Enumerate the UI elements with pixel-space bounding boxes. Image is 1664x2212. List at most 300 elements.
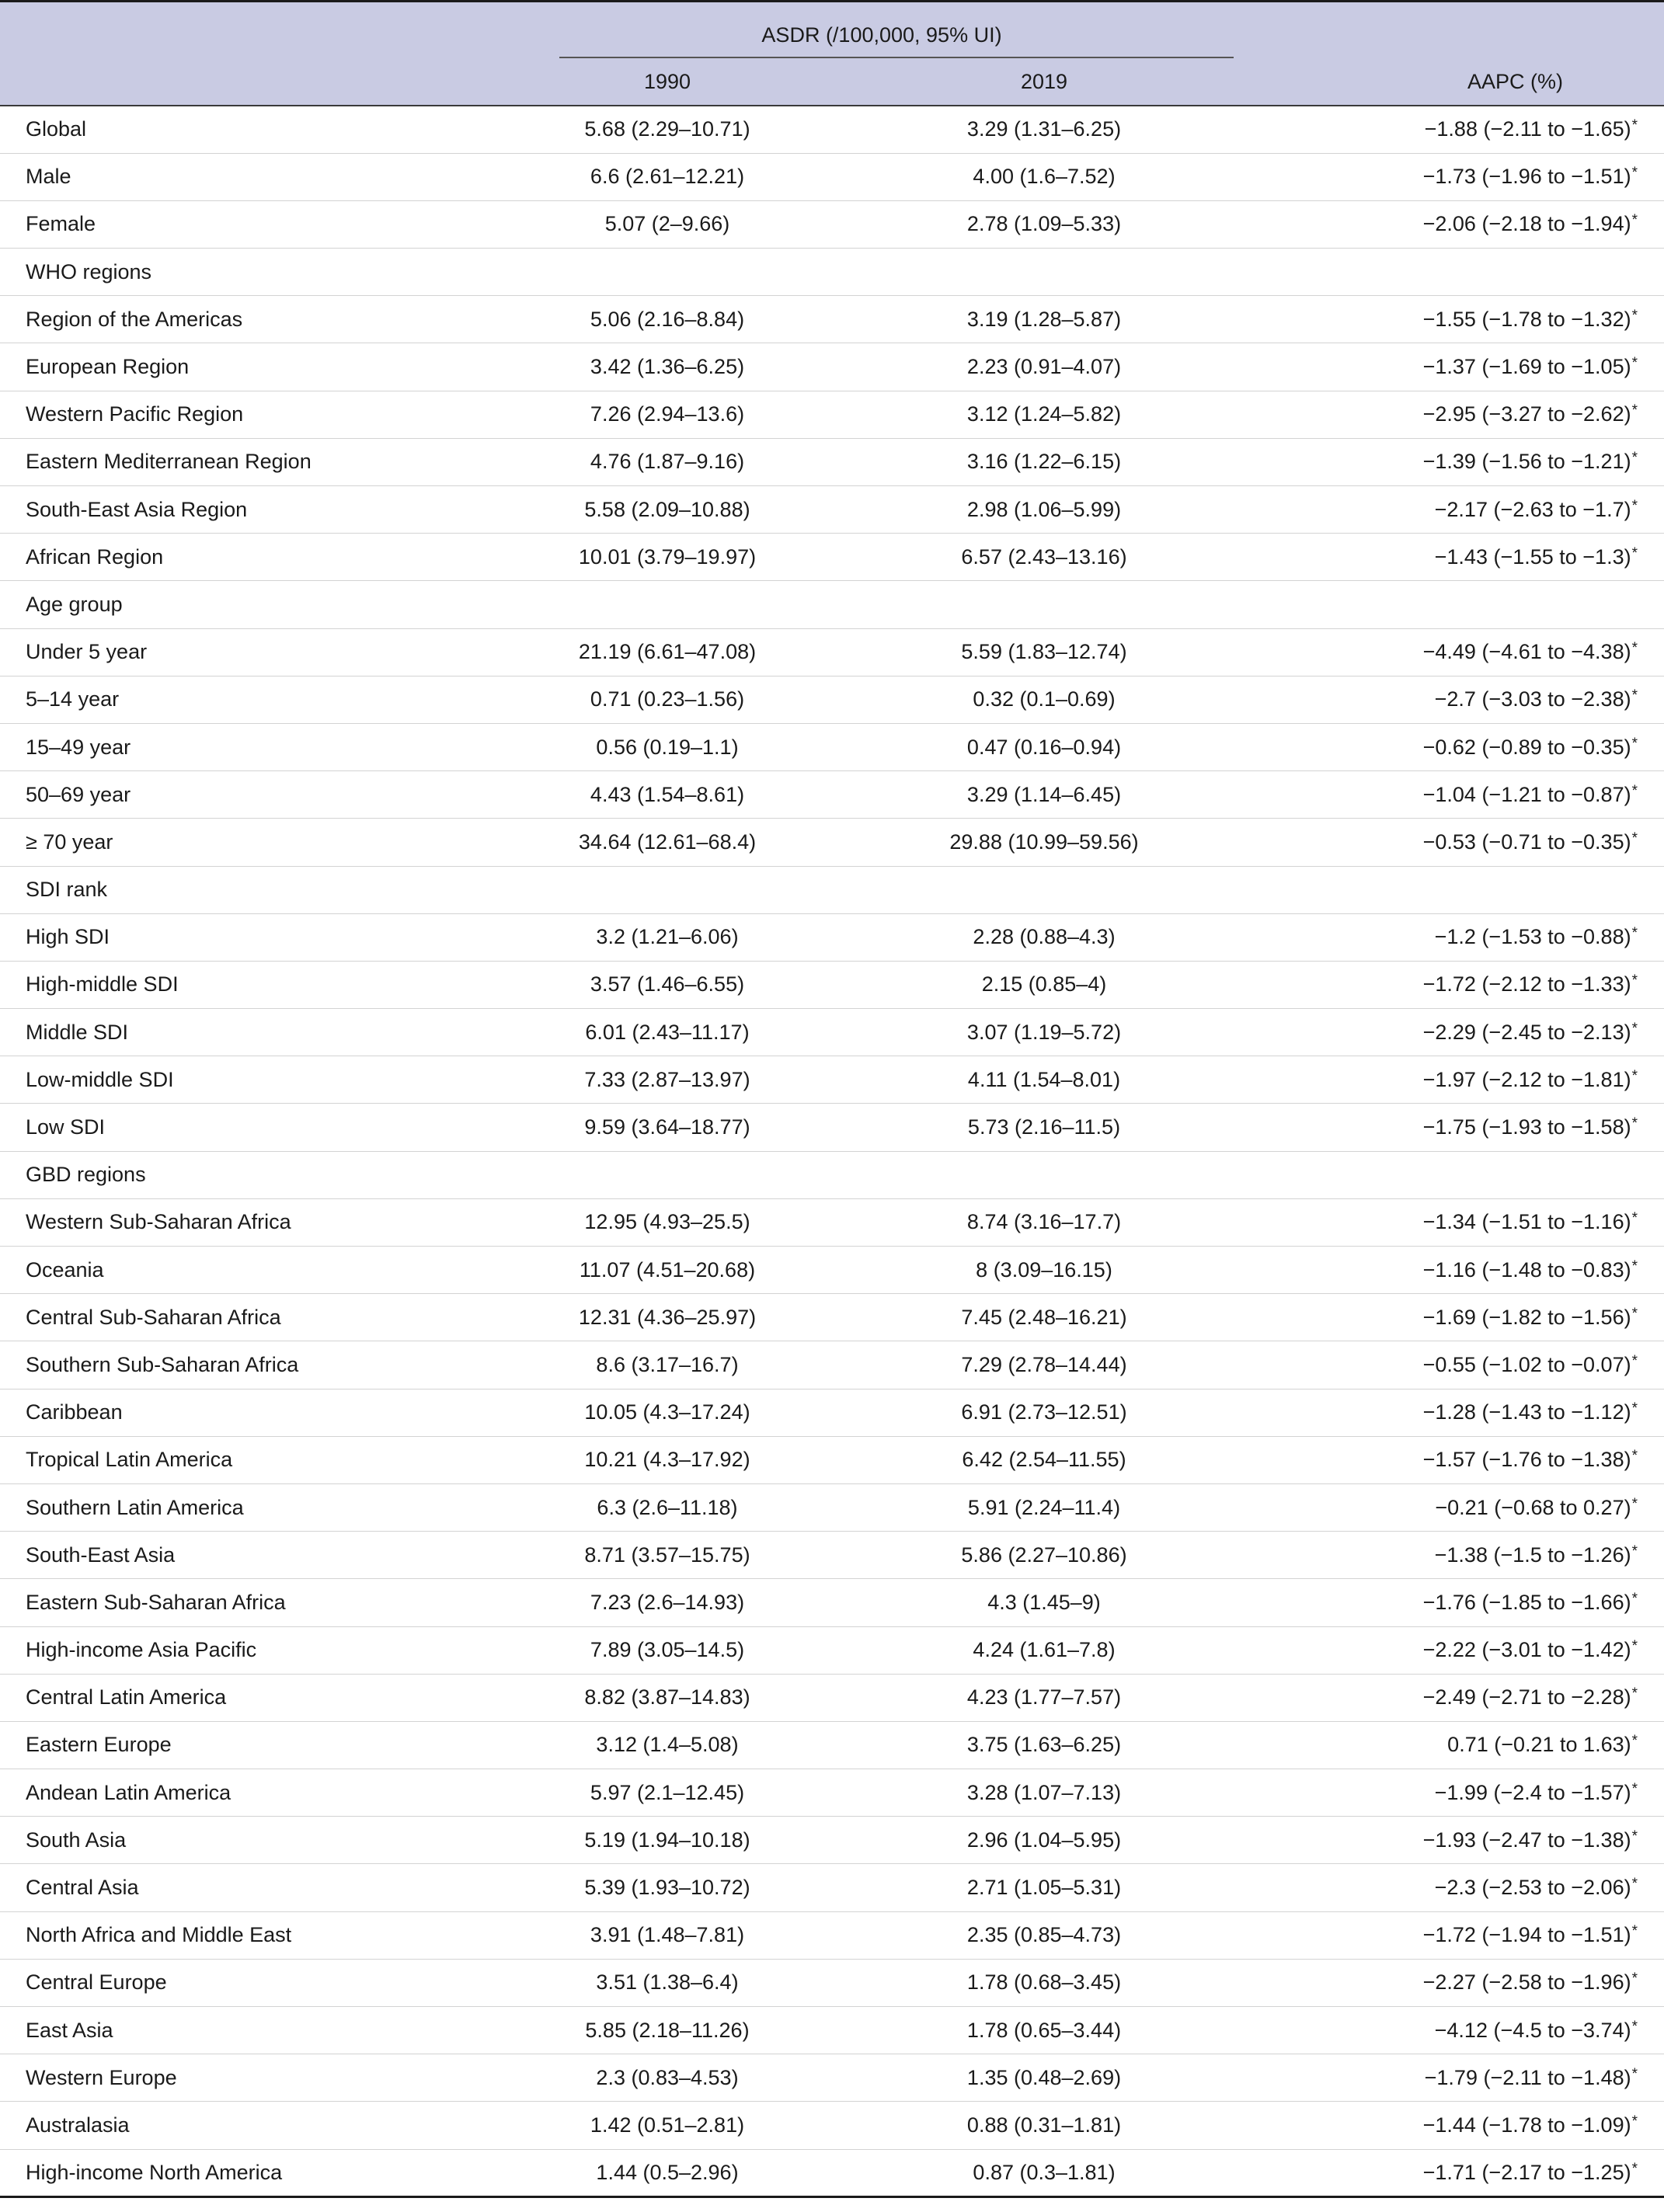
- value-aapc: [1297, 1056, 1664, 1104]
- table-row: [0, 200, 1664, 248]
- value-aapc: [1297, 1721, 1664, 1769]
- value-1990: [466, 1483, 837, 1531]
- table-row: [0, 723, 1664, 770]
- value-aapc: [1297, 1911, 1664, 1959]
- value-1990: [466, 153, 837, 200]
- value-1990: [466, 1341, 837, 1389]
- row-label-text: Eastern Mediterranean Region: [26, 450, 312, 474]
- value-1990: [466, 106, 837, 153]
- significance-marker: *: [1631, 1495, 1638, 1512]
- asdr-table: [0, 2, 1664, 2198]
- significance-marker: *: [1631, 925, 1638, 942]
- value-2019-text: 3.29 (1.14–6.45): [966, 782, 1122, 806]
- value-1990: [466, 819, 837, 866]
- value-2019: [837, 628, 1297, 676]
- row-label-text: Region of the Americas: [26, 307, 243, 331]
- significance-marker: *: [1631, 1542, 1638, 1560]
- value-2019: [837, 913, 1297, 961]
- value-2019: [837, 1294, 1297, 1341]
- value-2019-text: 5.91 (2.24–11.4): [967, 1495, 1121, 1519]
- row-label: [0, 1056, 466, 1104]
- row-label-text: Low SDI: [26, 1115, 106, 1139]
- row-label-text: 5–14 year: [26, 687, 120, 711]
- value-aapc-text: −1.37 (−1.69 to −1.05): [1422, 355, 1631, 379]
- row-label: [0, 1104, 466, 1151]
- row-label: [0, 581, 466, 628]
- value-1990-text: 5.97 (2.1–12.45): [590, 1780, 745, 1804]
- row-label-text: Southern Sub-Saharan Africa: [26, 1352, 299, 1376]
- row-label-text: Western Pacific Region: [26, 402, 244, 426]
- value-2019: [837, 1198, 1297, 1246]
- significance-marker: *: [1631, 1970, 1638, 1988]
- row-label-text: Western Europe: [26, 2065, 177, 2089]
- value-aapc-text: −2.27 (−2.58 to −1.96): [1422, 1970, 1631, 1995]
- table-row: [0, 819, 1664, 866]
- table-row: [0, 1389, 1664, 1436]
- value-1990: [466, 1864, 837, 1911]
- header-empty-cell: [0, 2, 466, 58]
- table-row: [0, 1198, 1664, 1246]
- value-aapc: [1297, 200, 1664, 248]
- value-2019-text: 2.35 (0.85–4.73): [966, 1923, 1122, 1947]
- value-1990: [466, 1009, 837, 1056]
- row-label-text: Eastern Europe: [26, 1733, 172, 1757]
- row-label: [0, 1294, 466, 1341]
- row-label: [0, 1341, 466, 1389]
- value-2019: [837, 1341, 1297, 1389]
- row-label-text: High-middle SDI: [26, 972, 179, 996]
- value-1990: [466, 391, 837, 438]
- row-label: [0, 1911, 466, 1959]
- value-aapc: [1297, 534, 1664, 581]
- value-aapc-text: −1.2 (−1.53 to −0.88): [1434, 925, 1631, 949]
- value-1990-text: 5.07 (2–9.66): [604, 212, 730, 236]
- table-row: [0, 391, 1664, 438]
- value-2019-text: 2.15 (0.85–4): [981, 972, 1107, 996]
- value-1990-text: 7.26 (2.94–13.6): [590, 402, 745, 426]
- value-2019-text: 5.59 (1.83–12.74): [961, 640, 1127, 664]
- value-2019: [837, 153, 1297, 200]
- value-aapc-text: −1.04 (−1.21 to −0.87): [1422, 782, 1631, 806]
- row-label-text: Central Asia: [26, 1876, 139, 1900]
- value-1990-text: 7.23 (2.6–14.93): [590, 1590, 745, 1614]
- asdr-header-title: ASDR (/100,000, 95% UI): [761, 23, 1002, 47]
- value-aapc: [1297, 723, 1664, 770]
- value-2019: [837, 1721, 1297, 1769]
- value-1990-text: 2.3 (0.83–4.53): [596, 2065, 739, 2089]
- significance-marker: *: [1631, 1638, 1638, 1655]
- row-label-text: Caribbean: [26, 1400, 123, 1424]
- value-2019: [837, 1626, 1297, 1674]
- value-1990: [466, 2054, 837, 2102]
- row-label: [0, 438, 466, 485]
- value-1990-text: 4.76 (1.87–9.16): [590, 450, 745, 474]
- value-2019-text: 4.24 (1.61–7.8): [973, 1638, 1116, 1662]
- table-row: [0, 1674, 1664, 1721]
- value-1990-text: 12.95 (4.93–25.5): [584, 1210, 750, 1234]
- value-aapc-text: −0.55 (−1.02 to −0.07): [1422, 1352, 1631, 1376]
- row-label-text: GBD regions: [26, 1163, 146, 1187]
- value-1990-text: 5.19 (1.94–10.18): [584, 1828, 750, 1852]
- row-label: [0, 106, 466, 153]
- value-aapc-text: −1.73 (−1.96 to −1.51): [1422, 165, 1631, 189]
- value-aapc-text: −1.75 (−1.93 to −1.58): [1422, 1115, 1631, 1139]
- value-1990: [466, 1056, 837, 1104]
- value-2019: [837, 2102, 1297, 2149]
- value-1990-text: 0.56 (0.19–1.1): [596, 735, 739, 759]
- value-2019-text: 4.3 (1.45–9): [987, 1590, 1101, 1614]
- value-aapc-text: −1.39 (−1.56 to −1.21): [1422, 450, 1631, 474]
- value-1990-text: 34.64 (12.61–68.4): [578, 830, 757, 854]
- table-row: [0, 961, 1664, 1008]
- value-1990: [466, 2007, 837, 2054]
- significance-marker: *: [1631, 1400, 1638, 1417]
- significance-marker: *: [1631, 1067, 1638, 1084]
- value-aapc-text: −2.06 (−2.18 to −1.94): [1422, 212, 1631, 236]
- value-1990: [466, 1104, 837, 1151]
- value-aapc-text: −1.57 (−1.76 to −1.38): [1422, 1448, 1631, 1472]
- table-row: [0, 1056, 1664, 1104]
- significance-marker: *: [1631, 1828, 1638, 1845]
- row-label: [0, 2054, 466, 2102]
- value-1990-text: 3.2 (1.21–6.06): [596, 925, 739, 949]
- significance-marker: *: [1631, 1733, 1638, 1750]
- value-1990-text: 6.3 (2.6–11.18): [597, 1495, 738, 1519]
- value-aapc: [1297, 628, 1664, 676]
- row-label-text: Andean Latin America: [26, 1780, 231, 1804]
- value-1990: [466, 486, 837, 534]
- table-row: [0, 1247, 1664, 1294]
- significance-marker: *: [1631, 117, 1638, 134]
- value-1990: [466, 1532, 837, 1579]
- table-row: [0, 1911, 1664, 1959]
- section-header-row: [0, 249, 1664, 296]
- value-aapc-text: −1.79 (−2.11 to −1.48): [1424, 2065, 1631, 2089]
- value-1990-text: 8.82 (3.87–14.83): [584, 1685, 750, 1709]
- value-2019-text: 3.75 (1.63–6.25): [966, 1733, 1122, 1757]
- row-label-text: SDI rank: [26, 878, 108, 902]
- value-2019: [837, 1389, 1297, 1436]
- row-label-text: Southern Latin America: [26, 1495, 244, 1519]
- row-label-text: Central Europe: [26, 1970, 167, 1995]
- value-1990-text: 10.21 (4.3–17.92): [584, 1448, 750, 1472]
- column-header-aapc: AAPC (%): [1297, 58, 1664, 106]
- value-2019: [837, 2054, 1297, 2102]
- value-2019-text: 6.91 (2.73–12.51): [961, 1400, 1127, 1424]
- value-aapc-text: −1.99 (−2.4 to −1.57): [1434, 1780, 1631, 1804]
- value-2019: [837, 1104, 1297, 1151]
- value-aapc: [1297, 1436, 1664, 1483]
- value-1990: [466, 1579, 837, 1626]
- row-label-text: Oceania: [26, 1257, 104, 1282]
- value-1990: [466, 534, 837, 581]
- value-aapc: [1297, 1817, 1664, 1864]
- value-2019: [837, 1864, 1297, 1911]
- significance-marker: *: [1631, 497, 1638, 514]
- value-aapc-text: −1.69 (−1.82 to −1.56): [1422, 1305, 1631, 1329]
- row-label-text: South-East Asia: [26, 1542, 176, 1567]
- value-2019: [837, 106, 1297, 153]
- value-1990: [466, 1817, 837, 1864]
- value-1990-text: 0.71 (0.23–1.56): [590, 687, 745, 711]
- value-1990-text: 5.68 (2.29–10.71): [584, 117, 750, 141]
- value-2019-text: 7.29 (2.78–14.44): [961, 1352, 1127, 1376]
- row-label-text: South Asia: [26, 1828, 127, 1852]
- value-aapc: [1297, 1104, 1664, 1151]
- value-1990-text: 3.91 (1.48–7.81): [590, 1923, 745, 1947]
- table-row: [0, 1864, 1664, 1911]
- value-1990-text: 10.05 (4.3–17.24): [584, 1400, 750, 1424]
- significance-marker: *: [1631, 165, 1638, 182]
- significance-marker: *: [1631, 735, 1638, 752]
- value-2019: [837, 296, 1297, 343]
- value-aapc-text: −2.29 (−2.45 to −2.13): [1422, 1020, 1631, 1044]
- asdr-header-rule: [559, 57, 1234, 58]
- table-row: [0, 1579, 1664, 1626]
- significance-marker: *: [1631, 1257, 1638, 1275]
- value-2019-text: 4.00 (1.6–7.52): [973, 165, 1116, 189]
- value-1990-text: 1.44 (0.5–2.96): [596, 2160, 739, 2184]
- value-aapc: [1297, 1389, 1664, 1436]
- header-row-bottom: [0, 58, 1664, 106]
- value-aapc: [1297, 2054, 1664, 2102]
- value-aapc-text: 0.71 (−0.21 to 1.63): [1447, 1733, 1631, 1757]
- row-label-text: High-income North America: [26, 2160, 283, 2184]
- value-aapc-text: −0.53 (−0.71 to −0.35): [1422, 830, 1631, 854]
- value-aapc-text: −4.49 (−4.61 to −4.38): [1422, 640, 1631, 664]
- table-row: [0, 2102, 1664, 2149]
- value-2019: [837, 1959, 1297, 2006]
- table-row: [0, 1532, 1664, 1579]
- value-aapc-text: −0.21 (−0.68 to 0.27): [1435, 1495, 1631, 1519]
- value-aapc-text: −1.28 (−1.43 to −1.12): [1422, 1400, 1631, 1424]
- value-1990: [466, 723, 837, 770]
- significance-marker: *: [1631, 640, 1638, 657]
- value-1990-text: 3.42 (1.36–6.25): [590, 355, 745, 379]
- row-label-text: 50–69 year: [26, 782, 131, 806]
- value-2019: [837, 534, 1297, 581]
- row-label-text: Middle SDI: [26, 1020, 129, 1044]
- table-row: [0, 1959, 1664, 2006]
- value-1990-text: 3.51 (1.38–6.4): [596, 1970, 739, 1995]
- row-label-text: Low-middle SDI: [26, 1067, 174, 1091]
- value-2019-text: 3.07 (1.19–5.72): [966, 1020, 1122, 1044]
- value-2019: [837, 819, 1297, 866]
- value-2019-text: 1.78 (0.65–3.44): [966, 2018, 1122, 2042]
- value-1990-text: 5.06 (2.16–8.84): [590, 307, 745, 331]
- row-label: [0, 1626, 466, 1674]
- value-1990-text: 5.39 (1.93–10.72): [584, 1876, 750, 1900]
- section-header-row: [0, 866, 1664, 913]
- table-row: [0, 1817, 1664, 1864]
- table-row: [0, 2149, 1664, 2196]
- value-aapc-text: −2.49 (−2.71 to −2.28): [1422, 1685, 1631, 1709]
- value-1990-text: 6.01 (2.43–11.17): [585, 1020, 750, 1044]
- row-label: [0, 1769, 466, 1817]
- significance-marker: *: [1631, 2018, 1638, 2035]
- value-2019-text: 1.35 (0.48–2.69): [966, 2065, 1122, 2089]
- value-aapc: [1297, 1579, 1664, 1626]
- row-label-text: Western Sub-Saharan Africa: [26, 1210, 291, 1234]
- significance-marker: *: [1631, 544, 1638, 562]
- value-aapc: [1297, 438, 1664, 485]
- significance-marker: *: [1631, 307, 1638, 324]
- value-2019-text: 3.28 (1.07–7.13): [966, 1780, 1122, 1804]
- asdr-header-cell: [466, 2, 1297, 58]
- value-aapc-text: −2.95 (−3.27 to −2.62): [1422, 402, 1631, 426]
- value-1990: [466, 581, 837, 628]
- value-1990-text: 7.33 (2.87–13.97): [584, 1067, 750, 1091]
- value-1990: [466, 1721, 837, 1769]
- table-row: [0, 1626, 1664, 1674]
- value-2019-text: 4.23 (1.77–7.57): [966, 1685, 1122, 1709]
- value-aapc: [1297, 1294, 1664, 1341]
- row-label-text: WHO regions: [26, 259, 152, 283]
- row-label: [0, 676, 466, 723]
- row-label-text: High SDI: [26, 925, 110, 949]
- value-1990: [466, 1294, 837, 1341]
- row-label-text: Central Latin America: [26, 1685, 227, 1709]
- value-aapc: [1297, 819, 1664, 866]
- significance-marker: *: [1631, 1590, 1638, 1607]
- row-label: [0, 771, 466, 819]
- value-aapc: [1297, 1151, 1664, 1198]
- value-1990: [466, 2149, 837, 2196]
- section-header-row: [0, 1151, 1664, 1198]
- row-label-text: Global: [26, 117, 87, 141]
- value-2019: [837, 200, 1297, 248]
- value-1990: [466, 296, 837, 343]
- value-1990: [466, 1769, 837, 1817]
- value-1990: [466, 2102, 837, 2149]
- value-aapc: [1297, 391, 1664, 438]
- table-row: [0, 2007, 1664, 2054]
- value-2019: [837, 2149, 1297, 2196]
- value-2019: [837, 676, 1297, 723]
- table-row: [0, 913, 1664, 961]
- row-label: [0, 343, 466, 391]
- value-2019-text: 6.42 (2.54–11.55): [962, 1448, 1126, 1472]
- significance-marker: *: [1631, 212, 1638, 229]
- value-1990: [466, 343, 837, 391]
- value-aapc: [1297, 961, 1664, 1008]
- value-2019: [837, 1769, 1297, 1817]
- row-label: [0, 1674, 466, 1721]
- value-2019-text: 2.28 (0.88–4.3): [973, 925, 1116, 949]
- value-1990-text: 21.19 (6.61–47.08): [578, 640, 757, 664]
- significance-marker: *: [1631, 1780, 1638, 1797]
- value-aapc: [1297, 2102, 1664, 2149]
- value-1990: [466, 1436, 837, 1483]
- value-1990-text: 7.89 (3.05–14.5): [590, 1638, 745, 1662]
- value-1990: [466, 771, 837, 819]
- value-2019: [837, 1436, 1297, 1483]
- value-1990: [466, 1959, 837, 2006]
- row-label-text: Female: [26, 212, 96, 236]
- significance-marker: *: [1631, 1923, 1638, 1940]
- value-2019: [837, 1579, 1297, 1626]
- table-row: [0, 534, 1664, 581]
- value-1990-text: 12.31 (4.36–25.97): [578, 1305, 757, 1329]
- value-2019-text: 2.98 (1.06–5.99): [966, 497, 1122, 521]
- value-2019: [837, 1483, 1297, 1531]
- table-row: [0, 486, 1664, 534]
- value-1990-text: 8.71 (3.57–15.75): [584, 1542, 750, 1567]
- value-aapc: [1297, 1769, 1664, 1817]
- value-2019-text: 7.45 (2.48–16.21): [961, 1305, 1127, 1329]
- value-aapc-text: −2.22 (−3.01 to −1.42): [1422, 1638, 1631, 1662]
- table-row: [0, 1769, 1664, 1817]
- table-row: [0, 676, 1664, 723]
- value-1990-text: 9.59 (3.64–18.77): [584, 1115, 750, 1139]
- value-1990: [466, 1198, 837, 1246]
- value-2019-text: 5.86 (2.27–10.86): [961, 1542, 1127, 1567]
- significance-marker: *: [1631, 782, 1638, 799]
- value-aapc-text: −1.16 (−1.48 to −0.83): [1422, 1257, 1631, 1282]
- row-label: [0, 1817, 466, 1864]
- value-2019-text: 8 (3.09–16.15): [976, 1257, 1112, 1282]
- value-aapc-text: −2.17 (−2.63 to −1.7): [1434, 497, 1631, 521]
- value-2019: [837, 1674, 1297, 1721]
- value-aapc-text: −1.97 (−2.12 to −1.81): [1422, 1067, 1631, 1091]
- row-label: [0, 723, 466, 770]
- row-label: [0, 534, 466, 581]
- value-1990-text: 8.6 (3.17–16.7): [596, 1352, 739, 1376]
- row-label: [0, 153, 466, 200]
- value-2019-text: 2.23 (0.91–4.07): [966, 355, 1122, 379]
- table-row: [0, 1436, 1664, 1483]
- value-2019: [837, 581, 1297, 628]
- significance-marker: *: [1631, 972, 1638, 989]
- value-aapc: [1297, 2007, 1664, 2054]
- value-1990-text: 10.01 (3.79–19.97): [578, 544, 757, 569]
- value-aapc: [1297, 486, 1664, 534]
- row-label-text: ≥ 70 year: [26, 830, 113, 854]
- table-header: [0, 2, 1664, 106]
- value-aapc: [1297, 1674, 1664, 1721]
- table-row: [0, 1341, 1664, 1389]
- value-aapc-text: −0.62 (−0.89 to −0.35): [1422, 735, 1631, 759]
- value-2019: [837, 391, 1297, 438]
- value-2019-text: 1.78 (0.68–3.45): [966, 1970, 1122, 1995]
- table-body: [0, 106, 1664, 2196]
- value-2019: [837, 1817, 1297, 1864]
- value-aapc-text: −4.12 (−4.5 to −3.74): [1434, 2018, 1631, 2042]
- value-aapc-text: −1.71 (−2.17 to −1.25): [1422, 2160, 1631, 2184]
- value-1990-text: 5.85 (2.18–11.26): [585, 2018, 750, 2042]
- value-1990: [466, 249, 837, 296]
- value-1990: [466, 676, 837, 723]
- table-row: [0, 1104, 1664, 1151]
- value-2019-text: 0.88 (0.31–1.81): [966, 2113, 1122, 2137]
- table-row: [0, 1483, 1664, 1531]
- value-aapc-text: −1.72 (−1.94 to −1.51): [1422, 1923, 1631, 1947]
- value-2019-text: 8.74 (3.16–17.7): [966, 1210, 1122, 1234]
- value-1990-text: 5.58 (2.09–10.88): [584, 497, 750, 521]
- row-label-text: 15–49 year: [26, 735, 131, 759]
- value-aapc: [1297, 1626, 1664, 1674]
- value-1990: [466, 1247, 837, 1294]
- significance-marker: *: [1631, 1876, 1638, 1893]
- row-label-text: Age group: [26, 592, 123, 616]
- table-row: [0, 106, 1664, 153]
- value-1990: [466, 628, 837, 676]
- value-1990: [466, 1151, 837, 1198]
- value-1990: [466, 1389, 837, 1436]
- significance-marker: *: [1631, 450, 1638, 467]
- significance-marker: *: [1631, 1305, 1638, 1322]
- value-2019: [837, 1911, 1297, 1959]
